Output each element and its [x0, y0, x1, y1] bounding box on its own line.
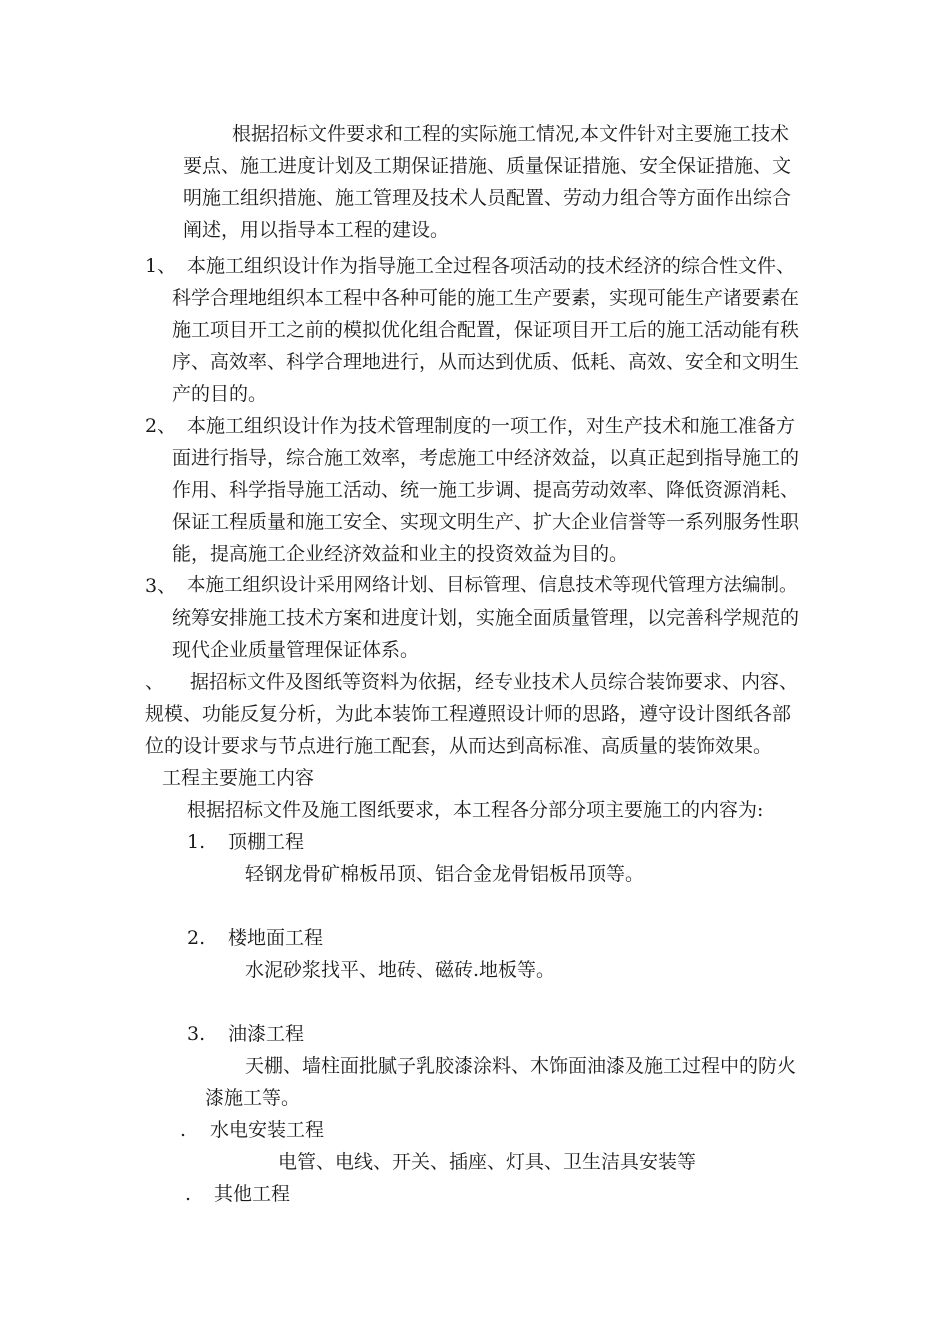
item-line: 据招标文件及图纸等资料为依据，经专业技术人员综合装饰要求、内容、: [190, 671, 799, 693]
subitem-desc: 电管、电线、开关、插座、灯具、卫生洁具安装等: [278, 1151, 697, 1173]
intro-line: 根据招标文件要求和工程的实际施工情况,本文件针对主要施工技术: [232, 123, 790, 145]
subitem-number: .: [180, 1119, 187, 1141]
subitem-number: .: [185, 1183, 192, 1205]
item-line: 统筹安排施工技术方案和进度计划，实施全面质量管理，以完善科学规范的: [172, 607, 800, 629]
intro-line: 要点、施工进度计划及工期保证措施、质量保证措施、安全保证措施、文: [183, 155, 792, 177]
item-line: 序、高效率、科学合理地进行，从而达到优质、低耗、高效、安全和文明生: [172, 351, 800, 373]
subitem-number: 2.: [187, 927, 206, 949]
item-line: 作用、科学指导施工活动、统一施工步调、提高劳动效率、降低资源消耗、: [172, 479, 800, 501]
item-number: 、: [145, 671, 165, 693]
item-number: 3、: [145, 575, 177, 597]
item-line: 现代企业质量管理保证体系。: [172, 639, 420, 661]
subitem-title: 其他工程: [214, 1183, 291, 1205]
subitem-number: 1.: [187, 831, 206, 853]
subitem-desc: 天棚、墙柱面批腻子乳胶漆涂料、木饰面油漆及施工过程中的防火: [245, 1055, 797, 1077]
section-heading: 工程主要施工内容: [162, 767, 315, 789]
subitem-desc: 轻钢龙骨矿棉板吊顶、铝合金龙骨铝板吊顶等。: [245, 863, 645, 885]
item-line: 规模、功能反复分析，为此本装饰工程遵照设计师的思路，遵守设计图纸各部: [145, 703, 792, 725]
subitem-desc: 水泥砂浆找平、地砖、磁砖.地板等。: [245, 959, 556, 981]
item-line: 本施工组织设计作为指导施工全过程各项活动的技术经济的综合性文件、: [187, 255, 796, 277]
item-line: 本施工组织设计作为技术管理制度的一项工作，对生产技术和施工准备方: [187, 415, 796, 437]
intro-line: 明施工组织措施、施工管理及技术人员配置、劳动力组合等方面作出综合: [183, 187, 792, 209]
subitem-number: 3.: [187, 1023, 206, 1045]
subitem-title: 油漆工程: [228, 1023, 305, 1045]
item-line: 面进行指导，综合施工效率，考虑施工中经济效益，以真正起到指导施工的: [172, 447, 800, 469]
section-intro: 根据招标文件及施工图纸要求，本工程各分部分项主要施工的内容为:: [187, 799, 764, 821]
item-number: 2、: [145, 415, 177, 437]
item-line: 科学合理地组织本工程中各种可能的施工生产要素，实现可能生产诸要素在: [172, 287, 800, 309]
subitem-title: 楼地面工程: [228, 927, 324, 949]
intro-line: 阐述，用以指导本工程的建设。: [183, 219, 450, 241]
subitem-title: 水电安装工程: [210, 1119, 325, 1141]
subitem-title: 顶棚工程: [228, 831, 305, 853]
subitem-desc: 漆施工等。: [205, 1087, 301, 1109]
item-line: 产的目的。: [172, 383, 268, 405]
item-line: 施工项目开工之前的模拟优化组合配置，保证项目开工后的施工活动能有秩: [172, 319, 800, 341]
item-line: 位的设计要求与节点进行施工配套，从而达到高标准、高质量的装饰效果。: [145, 735, 773, 757]
item-line: 能，提高施工企业经济效益和业主的投资效益为目的。: [172, 543, 629, 565]
item-line: 本施工组织设计采用网络计划、目标管理、信息技术等现代管理方法编制。: [187, 575, 798, 596]
item-line: 保证工程质量和施工安全、实现文明生产、扩大企业信誉等一系列服务性职: [172, 511, 800, 533]
item-number: 1、: [145, 255, 177, 277]
